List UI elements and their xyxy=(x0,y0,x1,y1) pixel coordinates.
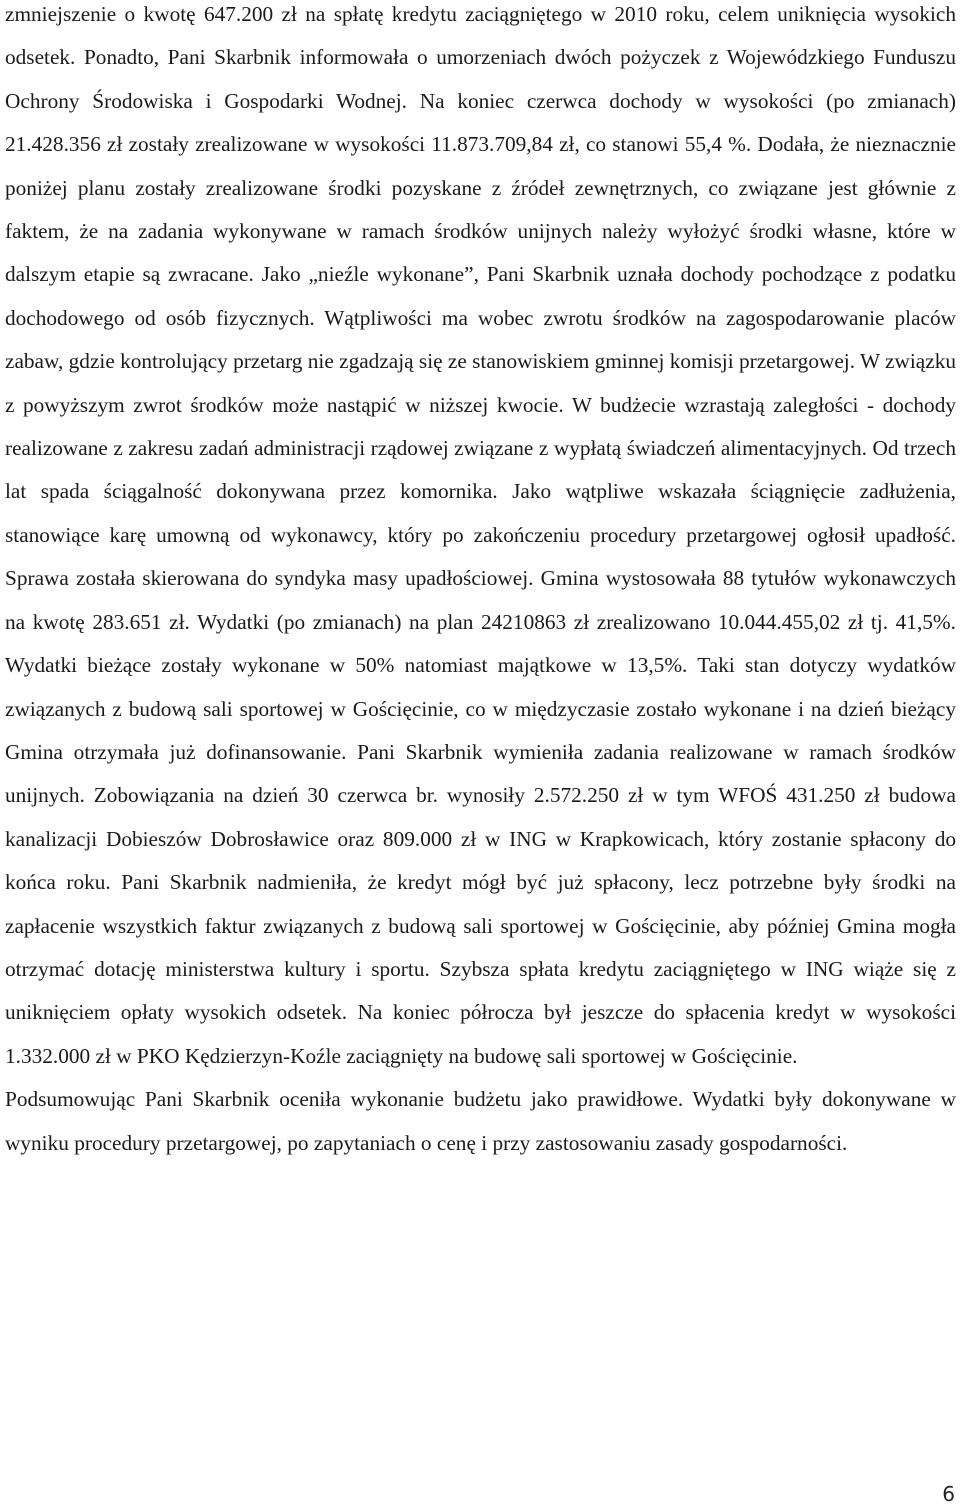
body-paragraph-2: Podsumowując Pani Skarbnik oceniła wykonanie budżetu jako prawidłowe. Wydatki były dokonywane w wyniku procedury przetargowej, po zapytaniach o cenę i przy zastosowaniu zasady gospodarności. xyxy=(5,1087,956,1155)
page-number: 6 xyxy=(942,1482,955,1506)
document-page xyxy=(5,0,956,1165)
body-paragraph-1: zmniejszenie o kwotę 647.200 zł na spłatę kredytu zaciągniętego w 2010 roku, celem uniknięcia wysokich odsetek. Ponadto, Pani Skarbnik informowała o umorzeniach dwóch pożyczek z Wojewódzkiego Funduszu Ochrony Środowiska i Gospodarki Wodnej. Na koniec czerwca dochody w wysokości (po zmianach) 21.428.356 zł zostały zrealizowane w wysokości 11.873.709,84 zł, co stanowi 55,4 %. Dodała, że nieznacznie poniżej planu zostały zrealizowane środki pozyskane z źródeł zewnętrznych, co związane jest głównie z faktem, że na zadania wykonywane w ramach środków unijnych należy wyłożyć środki własne, które w dalszym etapie są zwracane. Jako „nieźle wykonane”, Pani Skarbnik uznała dochody pochodzące z podatku dochodowego od osób fizycznych. Wątpliwości ma wobec zwrotu środków na zagospodarowanie placów zabaw, gdzie kontrolujący przetarg nie zgadzają się ze stanowiskiem gminnej komisji przetargowej. W związku z powyższym zwrot środków może nastąpić w niższej kwocie. W budżecie wzrastają zaległości - dochody realizowane z zakresu zadań administracji rządowej związane z wypłatą świadczeń alimentacyjnych. Od trzech lat spada ściągalność dokonywana przez komornika. Jako wątpliwe wskazała ściągnięcie zadłużenia, stanowiące karę umowną od wykonawcy, który po zakończeniu procedury przetargowej ogłosił upadłość. Sprawa została skierowana do syndyka masy upadłościowej. Gmina wystosowała 88 tytułów wykonawczych na kwotę 283.651 zł. Wydatki (po zmianach) na plan 24210863 zł zrealizowano 10.044.455,02 zł tj. 41,5%. Wydatki bieżące zostały wykonane w 50% natomiast majątkowe w 13,5%. Taki stan dotyczy wydatków związanych z budową sali sportowej w Gościęcinie, co w międzyczasie zostało wykonane i na dzień bieżący Gmina otrzymała już dofinansowanie. Pani Skarbnik wymieniła zadania realizowane w ramach środków unijnych. Zobowiązania na dzień 30 czerwca br. wynosiły 2.572.250 zł w tym WFOŚ 431.250 zł budowa kanalizacji Dobieszów Dobrosławice oraz 809.000 zł w ING w Krapkowicach, który zostanie spłacony do końca roku. Pani Skarbnik nadmieniła, że kredyt mógł być już spłacony, lecz potrzebne były środki na zapłacenie wszystkich faktur związanych z budową sali sportowej w Gościęcinie, aby później Gmina mogła otrzymać dotację ministerstwa kultury i sportu. Szybsza spłata kredytu zaciągniętego w ING wiąże się z uniknięciem opłaty wysokich odsetek. Na koniec półrocza był jeszcze do spłacenia kredyt w wysokości 1.332.000 zł w PKO Kędzierzyn-Koźle zaciągnięty na budowę sali sportowej w Gościęcinie. xyxy=(5,2,956,1068)
